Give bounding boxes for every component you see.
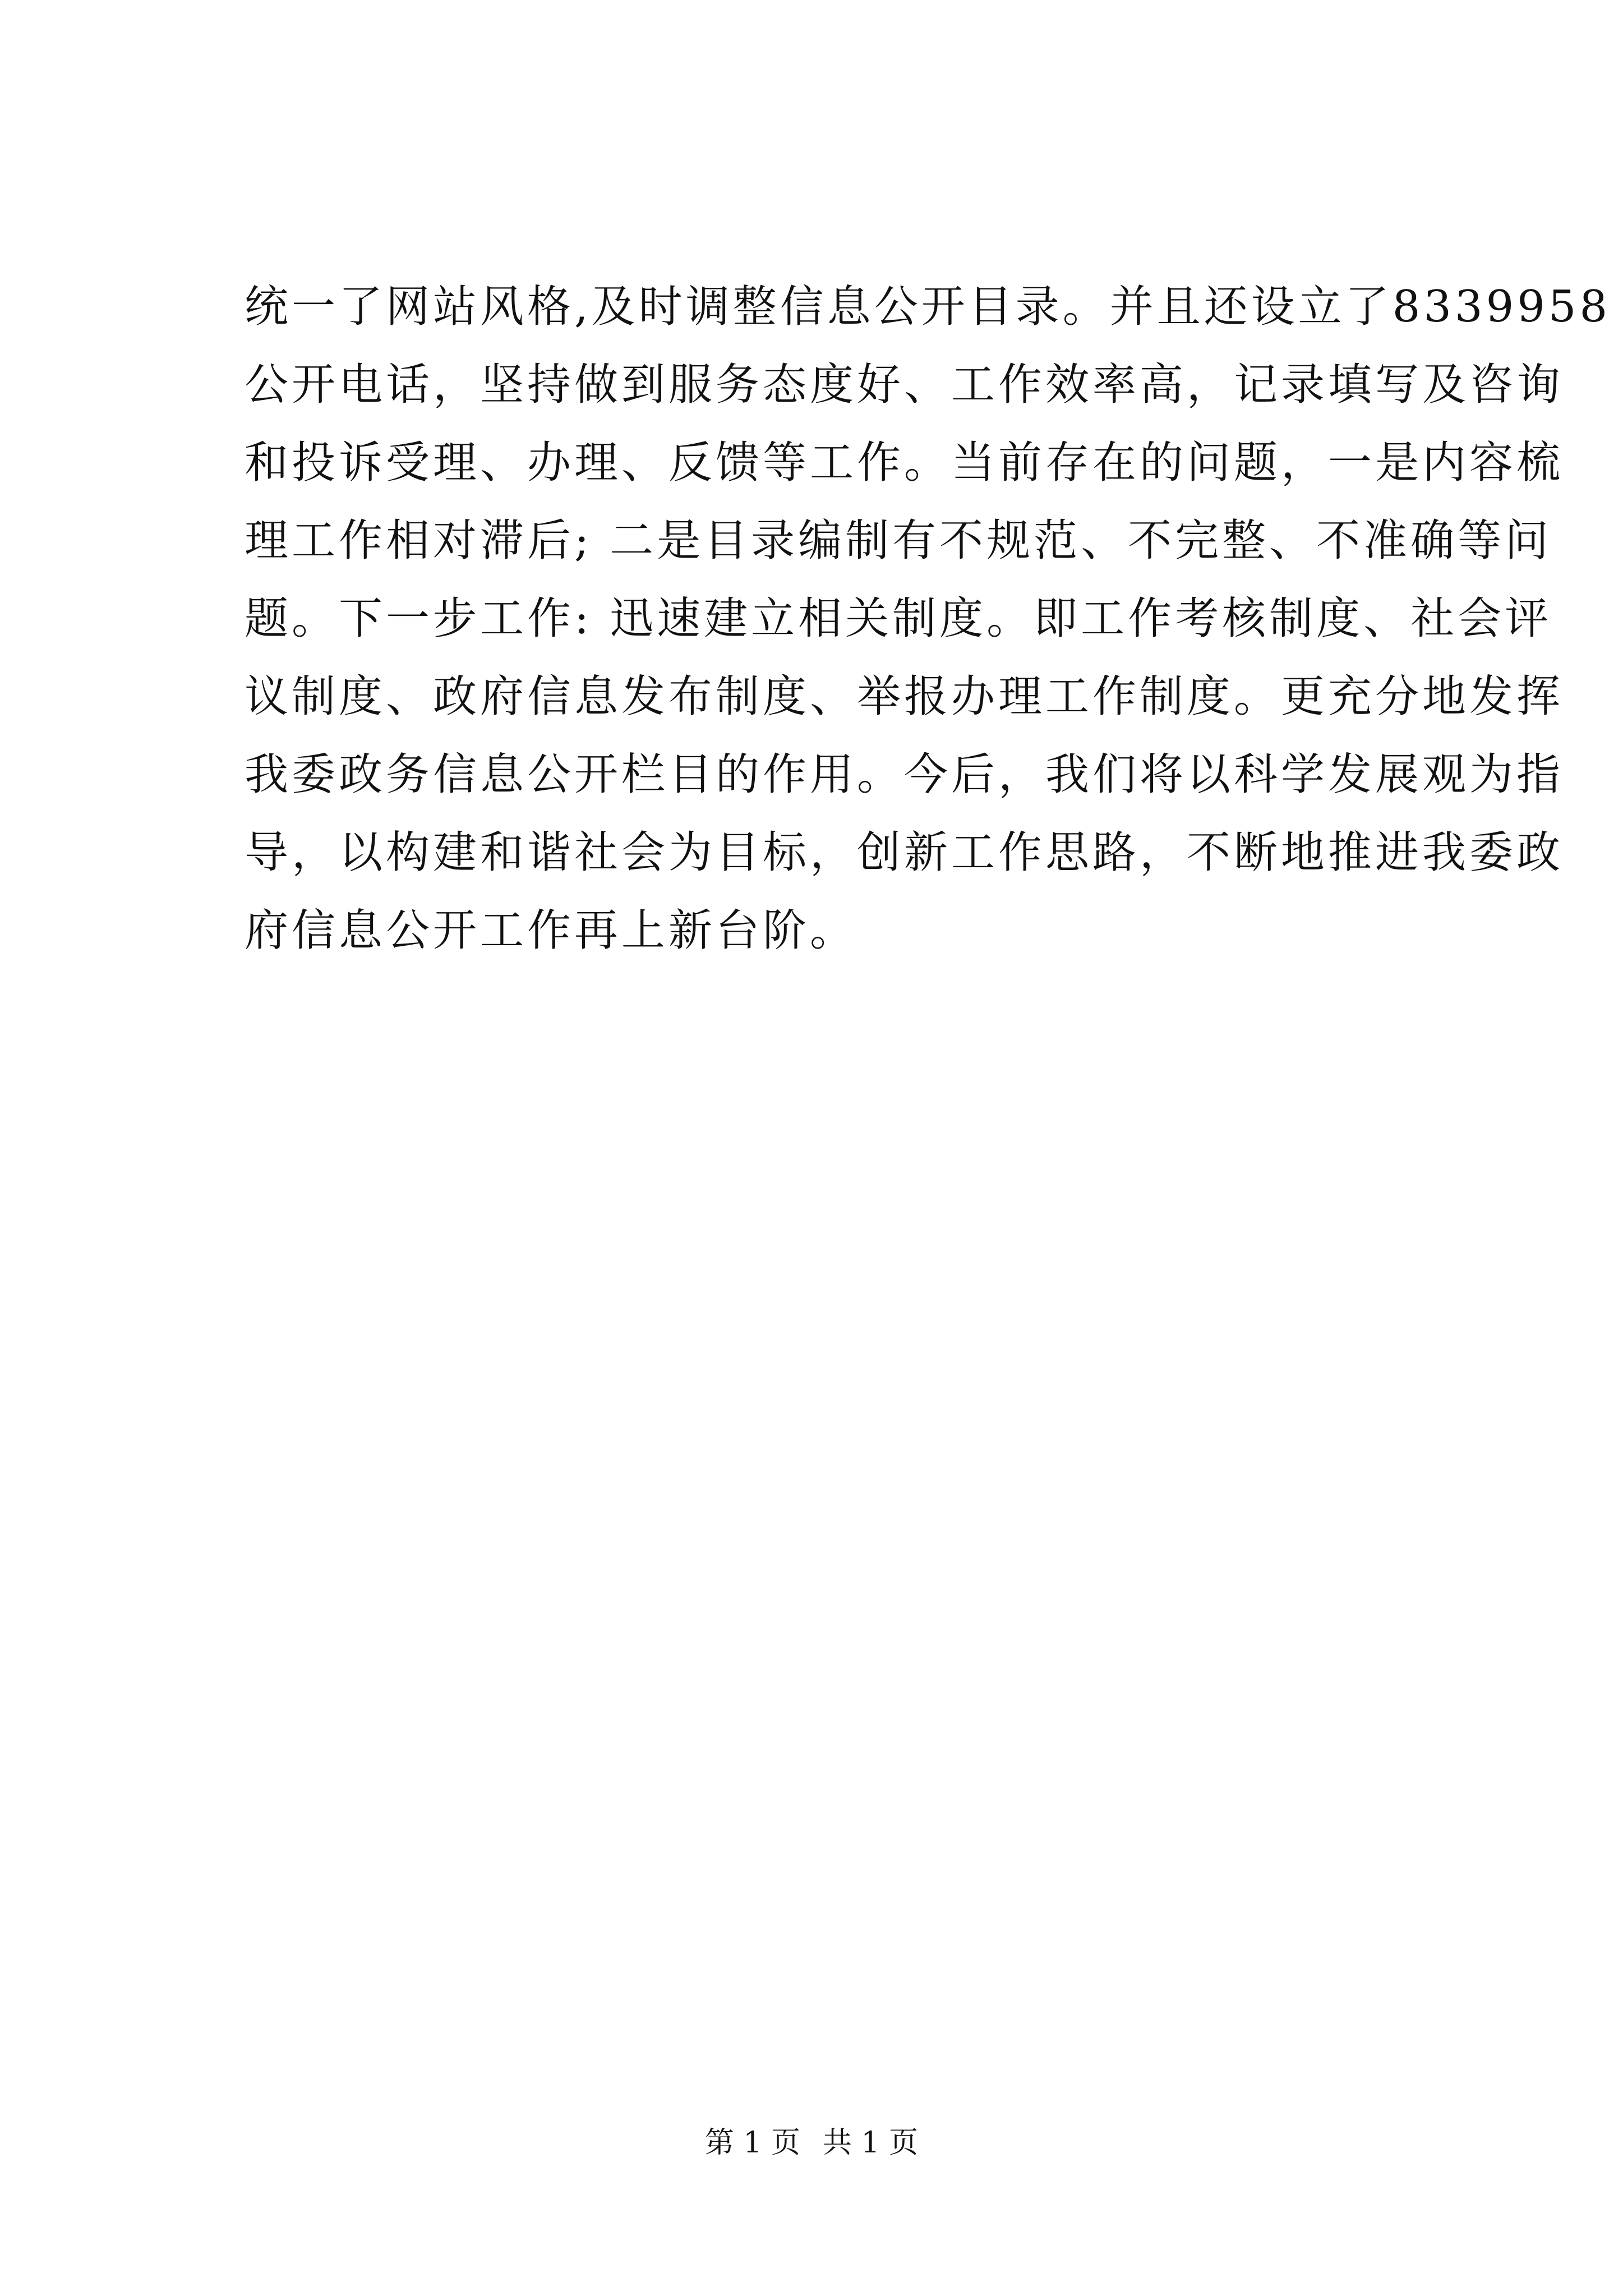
text-line-2: 公开电话，坚持做到服务态度好、工作效率高，记录填写及咨询 (245, 360, 1564, 410)
total-pages: 共 1 页 (823, 2126, 919, 2160)
page-number: 第 1 页 (704, 2126, 800, 2160)
text-line-3: 和投诉受理、办理、反馈等工作。当前存在的问题，一是内容梳 (245, 438, 1564, 488)
text-line-6: 议制度、政府信息发布制度、举报办理工作制度。更充分地发挥 (245, 671, 1564, 722)
text-line-9: 府信息公开工作再上新台阶。 (245, 905, 857, 956)
page-footer (0, 2120, 1623, 2165)
text-line-7: 我委政务信息公开栏目的作用。今后，我们将以科学发展观为指 (245, 749, 1564, 800)
text-line-8: 导，以构建和谐社会为目标，创新工作思路，不断地推进我委政 (245, 827, 1564, 878)
text-line-4: 理工作相对滞后; 二是目录编制有不规范、不完整、不准确等问 (245, 516, 1552, 566)
text-line-1: 统一了网站风格,及时调整信息公开目录。并且还设立了8339958 (245, 282, 1611, 332)
text-line-5: 题。下一步工作: 迅速建立相关制度。即工作考核制度、社会评 (245, 593, 1552, 644)
body-paragraph (245, 268, 1611, 970)
